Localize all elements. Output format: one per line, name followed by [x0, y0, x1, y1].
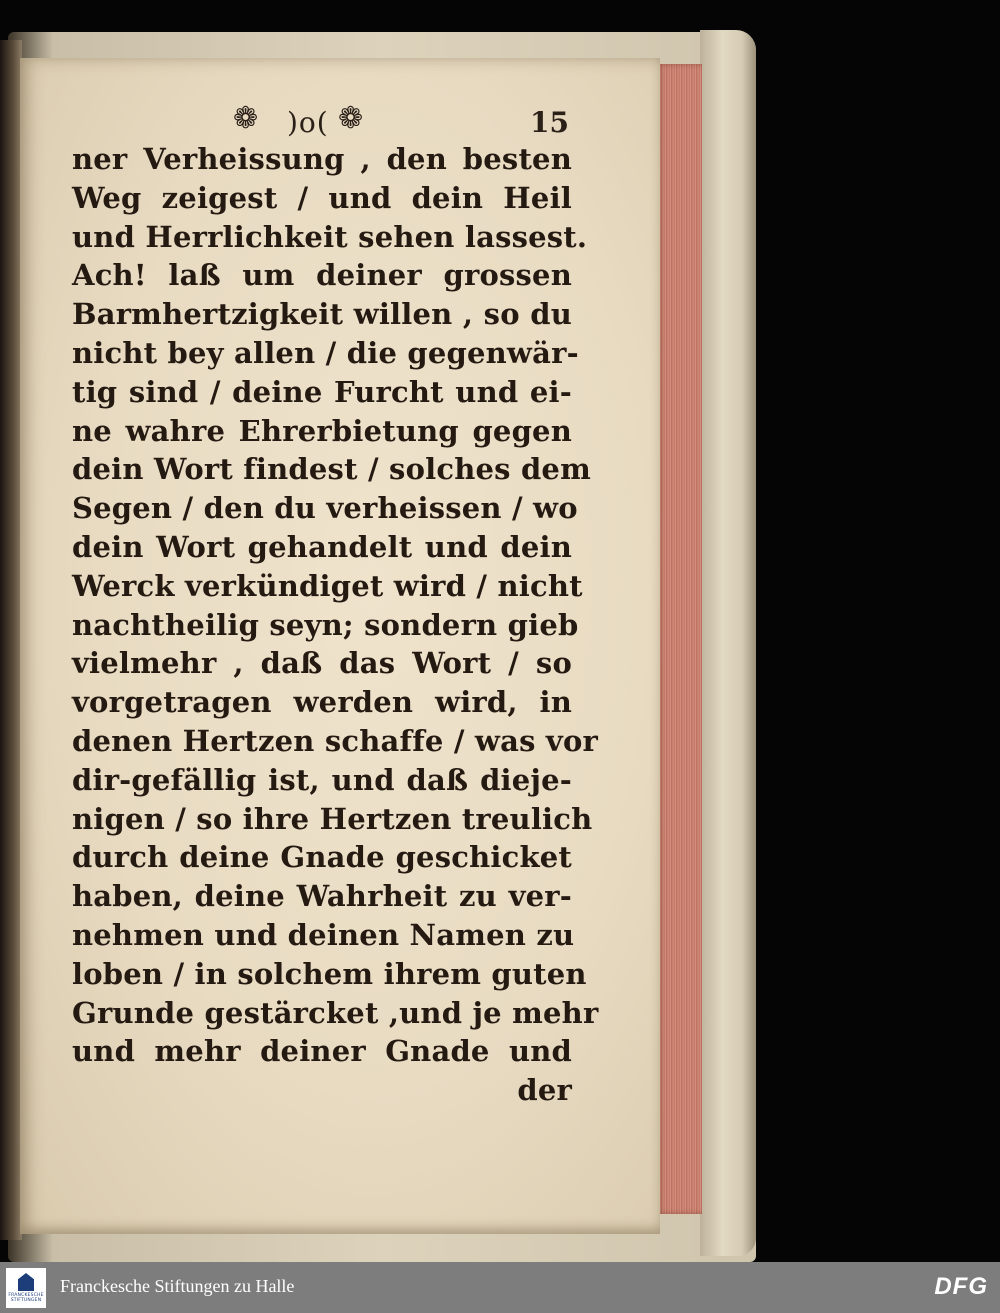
- text-line: nigen / so ihre Hertzen treulich: [72, 801, 593, 836]
- text-line: Grunde gestärcket ,und je mehr: [72, 995, 599, 1030]
- text-line: und mehr deiner Gnade und: [72, 1034, 572, 1069]
- dfg-logo[interactable]: DFG: [934, 1273, 988, 1300]
- text-line: nehmen und deinen Namen zu: [72, 917, 575, 952]
- text-line: Werck verkündiget wird / nicht: [72, 568, 583, 603]
- body-text: [72, 140, 599, 1110]
- text-line: denen Hertzen schaffe / was vor: [72, 723, 598, 758]
- building-icon: [18, 1273, 34, 1291]
- text-line: ner Verheissung , den besten: [72, 142, 572, 176]
- text-line: Barmhertzigkeit willen , so du: [72, 297, 572, 332]
- flower-ornament-icon: ❁: [338, 101, 364, 136]
- text-line: Segen / den du verheissen / wo: [72, 491, 578, 526]
- text-line: ne wahre Ehrerbietung gegen: [72, 413, 572, 448]
- page-number: 15: [530, 106, 569, 139]
- text-line: tig sind / deine Furcht und ei-: [72, 374, 572, 409]
- catchword: der: [517, 1073, 572, 1108]
- book-spine: [0, 40, 22, 1240]
- logo-text: FRANCKESCHE STIFTUNGEN: [8, 1293, 44, 1303]
- institution-name: Franckesche Stiftungen zu Halle: [60, 1276, 295, 1296]
- flower-ornament-icon: ❁: [233, 101, 259, 136]
- text-line: Ach! laß um deiner grossen: [72, 258, 572, 293]
- page-edges: [656, 64, 702, 1214]
- book-cover-edge: [700, 30, 756, 1256]
- text-line: Weg zeigest / und dein Heil: [72, 180, 572, 215]
- text-line: dir-gefällig ist, und daß dieje-: [72, 762, 572, 797]
- text-line: und Herrlichkeit sehen lassest.: [72, 219, 588, 254]
- text-line: loben / in solchem ihrem guten: [72, 956, 587, 991]
- text-line: vielmehr , daß das Wort / so: [72, 646, 572, 681]
- text-line: nachtheilig seyn; sondern gieb: [72, 607, 579, 642]
- footer-bar: [0, 1262, 1000, 1313]
- text-line: durch deine Gnade geschicket: [72, 840, 572, 875]
- text-line: haben, deine Wahrheit zu ver-: [72, 879, 572, 914]
- header-mark: )o(: [287, 106, 329, 139]
- text-line: vorgetragen werden wird, in: [72, 685, 572, 720]
- text-line: dein Wort findest / solches dem: [72, 452, 591, 487]
- text-line: dein Wort gehandelt und dein: [72, 529, 572, 564]
- institution-logo[interactable]: [6, 1268, 46, 1308]
- text-line: nicht bey allen / die gegenwär-: [72, 335, 579, 370]
